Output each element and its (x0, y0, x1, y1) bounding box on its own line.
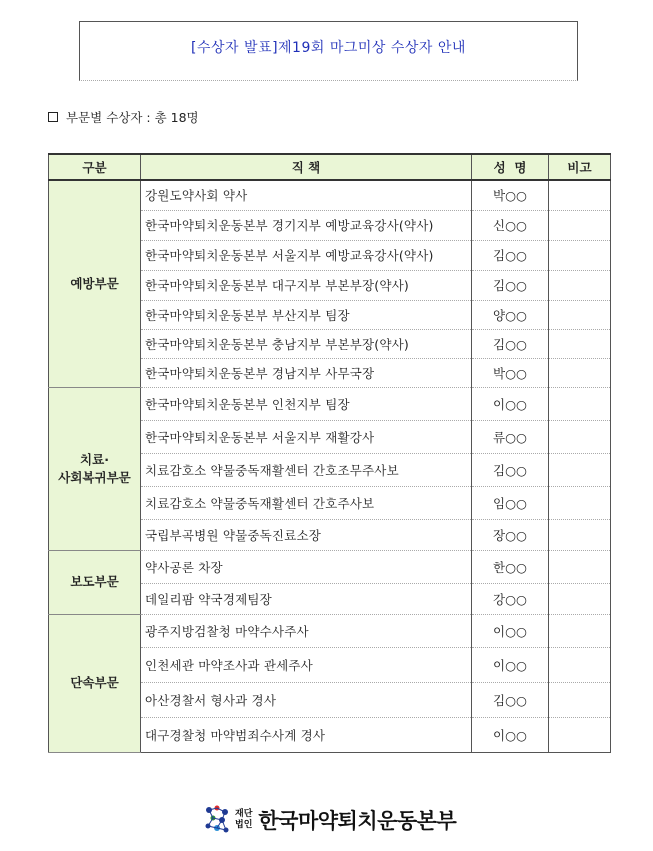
position-cell: 약사공론 차장 (141, 550, 472, 583)
position-cell: 한국마약퇴치운동본부 경기지부 예방교육강사(약사) (141, 210, 472, 240)
header-note: 비고 (549, 154, 611, 180)
table-row (49, 387, 611, 420)
note-cell (549, 387, 611, 420)
position-cell: 데일리팜 약국경제팀장 (141, 583, 472, 614)
table-body (49, 180, 611, 752)
category-cell: 예방부문 (49, 180, 141, 387)
position-cell: 한국마약퇴치운동본부 서울지부 재활강사 (141, 420, 472, 453)
note-cell (549, 583, 611, 614)
position-cell: 대구경찰청 마약범죄수사계 경사 (141, 717, 472, 752)
position-cell: 광주지방검찰청 마약수사주사 (141, 614, 472, 647)
page-title: [수상자 발표]제19회 마그미상 수상자 안내 (191, 40, 466, 56)
name-cell: 김○○ (472, 270, 549, 300)
name-cell: 이○○ (472, 647, 549, 682)
note-cell (549, 300, 611, 329)
name-cell: 양○○ (472, 300, 549, 329)
logo-subtext-top: 재단 (235, 809, 253, 819)
table-row (49, 614, 611, 647)
organization-name: 한국마약퇴치운동본부 (258, 809, 457, 833)
note-cell (549, 420, 611, 453)
note-cell (549, 647, 611, 682)
position-cell: 한국마약퇴치운동본부 대구지부 부본부장(약사) (141, 270, 472, 300)
table-row (49, 180, 611, 210)
subtitle-text: 부문별 수상자 : 총 18명 (66, 110, 199, 125)
logo-subtext (235, 809, 252, 831)
name-cell: 신○○ (472, 210, 549, 240)
name-cell: 김○○ (472, 453, 549, 486)
note-cell (549, 270, 611, 300)
position-cell: 한국마약퇴치운동본부 인천지부 팀장 (141, 387, 472, 420)
note-cell (549, 329, 611, 358)
header-category: 구분 (49, 154, 141, 180)
position-cell: 강원도약사회 약사 (141, 180, 472, 210)
table-row (49, 550, 611, 583)
awards-table (48, 153, 611, 753)
position-cell: 한국마약퇴치운동본부 경남지부 사무국장 (141, 358, 472, 387)
category-cell: 보도부문 (49, 550, 141, 614)
note-cell (549, 682, 611, 717)
table-header-row (49, 154, 611, 180)
position-cell: 한국마약퇴치운동본부 충남지부 부본부장(약사) (141, 329, 472, 358)
position-cell: 아산경찰서 형사과 경사 (141, 682, 472, 717)
name-cell: 김○○ (472, 329, 549, 358)
subtitle (48, 108, 199, 126)
note-cell (549, 614, 611, 647)
name-cell: 박○○ (472, 358, 549, 387)
note-cell (549, 240, 611, 270)
logo-subtext-bottom: 법인 (235, 820, 253, 830)
category-cell: 단속부문 (49, 614, 141, 752)
position-cell: 국립부곡병원 약물중독진료소장 (141, 519, 472, 550)
header-name: 성 명 (472, 154, 549, 180)
note-cell (549, 180, 611, 210)
note-cell (549, 210, 611, 240)
note-cell (549, 717, 611, 752)
category-cell: 치료· 사회복귀부문 (49, 387, 141, 550)
footer-logo (203, 804, 456, 836)
name-cell: 한○○ (472, 550, 549, 583)
position-cell: 치료감호소 약물중독재활센터 간호주사보 (141, 486, 472, 519)
name-cell: 강○○ (472, 583, 549, 614)
note-cell (549, 358, 611, 387)
position-cell: 한국마약퇴치운동본부 서울지부 예방교육강사(약사) (141, 240, 472, 270)
name-cell: 박○○ (472, 180, 549, 210)
header-position: 직 책 (141, 154, 472, 180)
note-cell (549, 519, 611, 550)
position-cell: 인천세관 마약조사과 관세주사 (141, 647, 472, 682)
note-cell (549, 486, 611, 519)
name-cell: 장○○ (472, 519, 549, 550)
name-cell: 김○○ (472, 682, 549, 717)
name-cell: 이○○ (472, 717, 549, 752)
name-cell: 임○○ (472, 486, 549, 519)
title-box (79, 21, 578, 81)
position-cell: 치료감호소 약물중독재활센터 간호조무주사보 (141, 453, 472, 486)
organization-logo-icon (203, 804, 231, 836)
name-cell: 류○○ (472, 420, 549, 453)
square-bullet-icon (48, 112, 58, 122)
name-cell: 이○○ (472, 387, 549, 420)
note-cell (549, 550, 611, 583)
name-cell: 김○○ (472, 240, 549, 270)
name-cell: 이○○ (472, 614, 549, 647)
note-cell (549, 453, 611, 486)
position-cell: 한국마약퇴치운동본부 부산지부 팀장 (141, 300, 472, 329)
